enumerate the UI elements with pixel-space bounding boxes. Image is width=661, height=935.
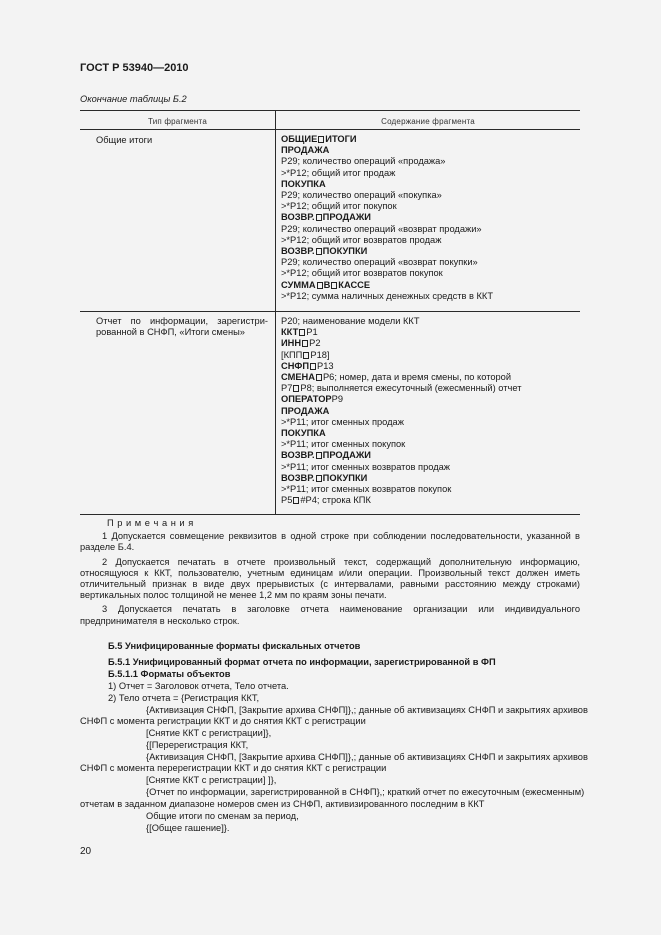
content-segment: ПРОДАЖА [281,405,330,416]
space-marker-icon [316,248,322,255]
space-marker-icon [303,352,309,359]
content-segment: СМЕНА [281,372,315,383]
content-segment: Р29; количество операций «возврат продажи» [281,223,482,234]
content-line [281,201,493,212]
content-line [281,212,493,223]
content-line [281,327,522,338]
content-segment: ПРОДАЖА [281,145,330,156]
content-line [281,450,522,461]
content-segment: [КПП [281,349,303,360]
content-segment: ИНН [281,338,302,349]
content-line [281,190,493,201]
content-segment: #Р4; строка КПК [300,495,371,506]
document-header: ГОСТ Р 53940—2010 [80,62,189,74]
row-2-type-line: рованной в СНФП, «Итоги смены» [96,327,245,338]
content-line [281,338,522,349]
content-segment: СНФП [281,360,310,371]
content-segment: Р9 [331,394,344,405]
content-segment: ИТОГИ [325,134,357,144]
content-line [281,145,493,156]
content-segment: >*Р12; сумма наличных денежных средств в ККТ [281,290,494,301]
space-marker-icon [310,363,316,370]
content-segment: >*Р11; итог сменных возвратов покупок [281,484,452,495]
content-line [281,235,493,246]
section-heading-b51: Б.5.1 Унифицированный формат отчета по информации, зарегистрированной в ФП [108,657,496,667]
content-segment: ОПЕРАТОР [281,394,332,405]
content-line [281,350,522,361]
row-2-content [281,316,522,506]
content-segment: Р18] [310,349,330,360]
body-line: {Активизация СНФП, [Закрытие архива СНФП]},; данные об активизациях СНФП и закрытиях архивов [146,752,588,762]
content-line [281,156,493,167]
content-line [281,473,522,484]
content-line [281,316,522,327]
content-segment: Р2 [309,338,321,349]
space-marker-icon [293,385,299,392]
space-marker-icon [317,282,323,289]
content-line [281,268,493,279]
content-line [281,246,493,257]
body-line: СНФП с момента перерегистрации ККТ и до снятия ККТ с регистрации [80,763,387,773]
row-1-type: Общие итоги [96,135,153,145]
page-number: 20 [80,846,92,857]
body-line: отчетам в заданном диапазоне номеров смен из СНФП, активизированного последним в ККТ [80,799,485,809]
content-segment: >*Р11; итог сменных покупок [281,439,406,450]
content-line [281,179,493,190]
row-2-type-line: Отчет по информации, зарегистри- [96,316,268,326]
table-caption: Окончание таблицы Б.2 [80,94,187,104]
space-marker-icon [316,452,322,459]
content-line [281,394,522,405]
content-line [281,291,493,302]
row-1-content [281,134,493,302]
content-line [281,257,493,268]
content-segment: КАССЕ [338,279,371,290]
notes-block [80,518,580,627]
content-line [281,383,522,394]
content-line [281,484,522,495]
space-marker-icon [299,329,305,336]
content-segment: Р7 [281,383,293,394]
content-segment: ВОЗВР. [281,212,315,223]
space-marker-icon [316,374,322,381]
content-line [281,439,522,450]
content-segment: Р29; количество операций «покупка» [281,190,442,201]
body-line: Общие итоги по сменам за период, [146,811,299,821]
content-line [281,417,522,428]
space-marker-icon [302,340,308,347]
content-segment: ПРОДАЖИ [322,212,371,223]
column-header-type: Тип фрагмента [148,117,207,126]
body-line: [Снятие ККТ с регистрации]}, [146,728,272,738]
note-item: 3 Допускается печатать в заголовке отчета наименование организации или индивидуального предпринимателя в несколько строк. [80,604,580,626]
content-line [281,224,493,235]
content-segment: В [323,279,331,290]
note-item: 1 Допускается совмещение реквизитов в одной строке при соблюдении последовательности, указанной в разделе Б.4. [80,531,580,553]
content-line [281,428,522,439]
content-segment: Р8; выполняется ежесуточный (ежесменный) отчет [300,383,522,394]
body-line: {Отчет по информации, зарегистрированной в СНФП},; краткий отчет по ежесуточным (ежесменным) [146,787,585,797]
content-segment: Р6; номер, дата и время смены, по которой [322,372,512,383]
body-line: 1) Отчет = Заголовок отчета, Тело отчета. [108,681,289,691]
content-segment: >*Р11; итог сменных продаж [281,416,404,427]
notes-heading: П р и м е ч а н и я [107,518,194,528]
space-marker-icon [331,282,337,289]
content-segment: ПРОДАЖИ [322,450,371,461]
body-line: {[Перерегистрация ККТ, [146,740,249,750]
body-line: СНФП с момента регистрации ККТ и до снятия ККТ с регистрации [80,716,366,726]
column-header-content: Содержание фрагмента [381,117,475,126]
content-line [281,462,522,473]
content-line [281,406,522,417]
note-item: 2 Допускается печатать в отчете произвольный текст, содержащий дополнительную информацию, относящуюся к ККТ, пользователю, учетным единицам и/или операции. Произвольный текст должен иметь отличительный признак в виде двух прерывистых (с интервалами, равными расстоянию между строками) вертикальных полос толщиной не менее 1,2 мм по краям зоны печати. [80,556,580,601]
space-marker-icon [316,214,322,221]
content-segment: Р13 [317,360,334,371]
space-marker-icon [316,475,322,482]
content-segment: Р29; количество операций «продажа» [281,156,446,167]
content-line [281,495,522,506]
content-segment: Р20; наименование модели ККТ [281,316,420,326]
section-heading-b511: Б.5.1.1 Форматы объектов [108,669,231,679]
content-segment: ККТ [281,327,299,338]
content-segment: ВОЗВР. [281,472,315,483]
content-line [281,134,493,145]
content-segment: >*Р12; общий итог покупок [281,201,397,212]
content-segment: ПОКУПКА [281,178,326,189]
content-segment: Р5 [281,495,293,506]
content-line [281,361,522,372]
content-segment: ПОКУПКИ [322,472,368,483]
content-line [281,280,493,291]
section-heading-b5: Б.5 Унифицированные форматы фискальных отчетов [108,641,361,651]
content-segment: >*Р12; общий итог возвратов покупок [281,268,443,279]
content-segment: ОБЩИЕ [281,134,318,144]
body-line: [Снятие ККТ с регистрации] ]}, [146,775,277,785]
body-line: {[Общее гашение]}. [146,823,230,833]
body-line: 2) Тело отчета = {Регистрация ККТ, [108,693,260,703]
content-segment: >*Р11; итог сменных возвратов продаж [281,461,451,472]
content-segment: ПОКУПКИ [322,246,368,257]
content-segment: Р29; количество операций «возврат покупки» [281,257,478,268]
content-segment: ВОЗВР. [281,246,315,257]
space-marker-icon [293,497,299,504]
content-segment: СУММА [281,279,316,290]
content-segment: >*Р12; общий итог продаж [281,167,396,178]
content-segment: ВОЗВР. [281,450,315,461]
space-marker-icon [318,136,324,143]
body-line: {Активизация СНФП, [Закрытие архива СНФП]},; данные об активизациях СНФП и закрытиях архивов [146,705,588,715]
content-segment: Р1 [306,327,318,338]
row-2-type [96,316,268,338]
content-segment: ПОКУПКА [281,428,326,439]
content-line [281,372,522,383]
content-line [281,168,493,179]
content-segment: >*Р12; общий итог возвратов продаж [281,234,442,245]
